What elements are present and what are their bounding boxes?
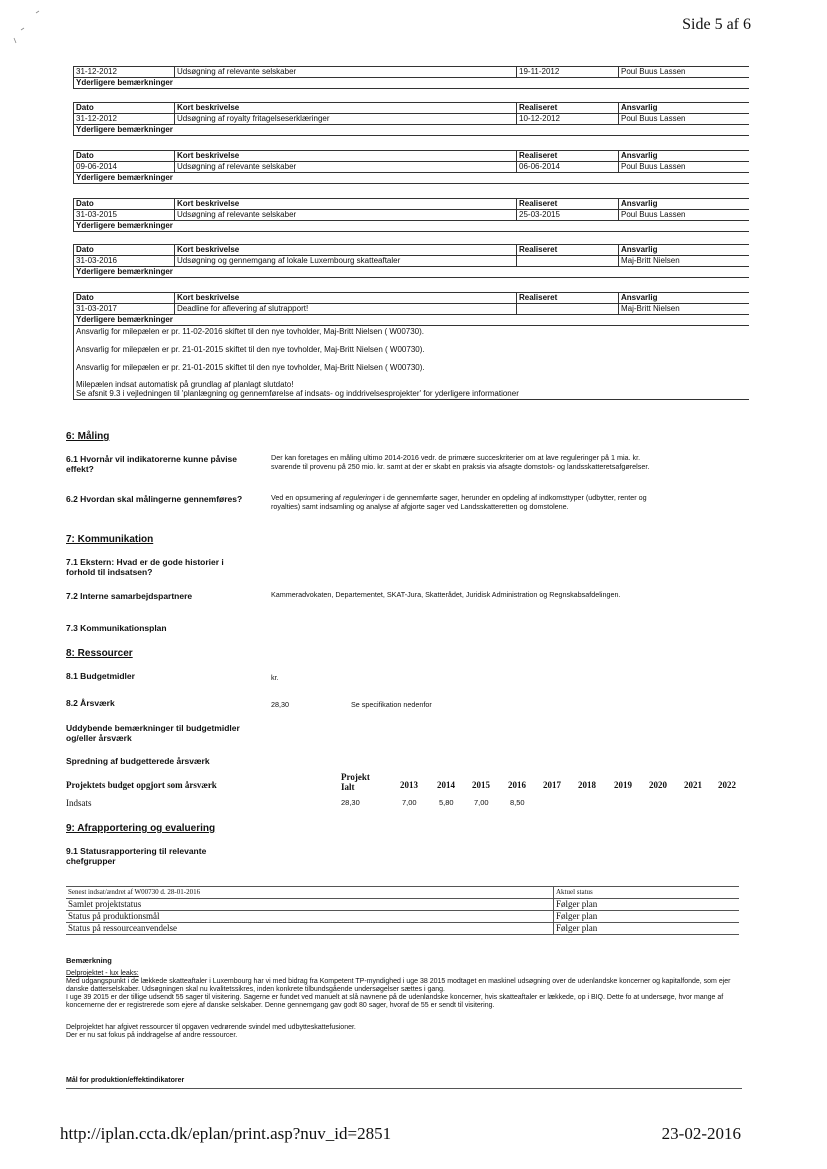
milestone-date: 31-12-2012 bbox=[73, 114, 174, 124]
budget-year: 2022 bbox=[718, 780, 736, 790]
milestone-realized: 19-11-2012 bbox=[516, 67, 618, 77]
section-7-title: 7: Kommunikation bbox=[66, 534, 154, 545]
remark-paragraph-2: I uge 39 2015 er der tillige udsendt 55 sager til visitering. Sagerne er fundet ved manuelt at slå navnene på de udenlandske koncerner, hvis skatteaftaler er lækkede, op i BIQ. Dette fo at undersøge, hvor mange af koncernerne der er registrerede som ejere af danske selskaber. Denne gennemgang gav godt 80 sager, hvoraf de 55 er sendt til visitering. bbox=[66, 994, 724, 1009]
milestone-responsible: Poul Buus Lassen bbox=[618, 114, 749, 124]
section-6-title: 6: Måling bbox=[66, 431, 110, 442]
budget-year: 2017 bbox=[543, 780, 561, 790]
header-responsible: Ansvarlig bbox=[618, 293, 749, 303]
status-row bbox=[66, 923, 739, 935]
header-description: Kort beskrivelse bbox=[174, 245, 516, 255]
milestone-description: Udsøgning af relevante selskaber bbox=[174, 210, 516, 220]
milestone-realized: 10-12-2012 bbox=[516, 114, 618, 124]
milestone-description: Udsøgning af relevante selskaber bbox=[174, 67, 516, 77]
milestone-remarks-label: Yderligere bemærkninger bbox=[73, 78, 749, 89]
status-row bbox=[66, 899, 739, 911]
milestone-remarks-label: Yderligere bemærkninger bbox=[73, 173, 749, 184]
section-8-title: 8: Ressourcer bbox=[66, 648, 133, 659]
header-description: Kort beskrivelse bbox=[174, 199, 516, 209]
budget-year: 2019 bbox=[614, 780, 632, 790]
budget-row-total: 28,30 bbox=[341, 798, 360, 807]
status-row-label: Status på produktionsmål bbox=[66, 911, 554, 922]
header-responsible: Ansvarlig bbox=[618, 151, 749, 161]
milestone-block-3 bbox=[73, 150, 749, 184]
milestone-note: Ansvarlig for milepælen er pr. 21-01-2015 skiftet til den nye tovholder, Maj-Britt Nielsen ( W00730). bbox=[73, 362, 749, 373]
header-realized: Realiseret bbox=[516, 199, 618, 209]
milestone-date: 31-03-2016 bbox=[73, 256, 174, 266]
header-description: Kort beskrivelse bbox=[174, 103, 516, 113]
status-current-label: Aktuel status bbox=[556, 888, 593, 896]
budget-value: 8,50 bbox=[510, 798, 525, 807]
footer-url: http://iplan.ccta.dk/eplan/print.asp?nuv_id=2851 bbox=[60, 1124, 392, 1143]
milestone-description: Udsøgning af royalty fritagelseserklæringer bbox=[174, 114, 516, 124]
milestone-responsible: Maj-Britt Nielsen bbox=[618, 256, 749, 266]
answer-8-1: kr. bbox=[271, 673, 279, 682]
status-table bbox=[66, 886, 739, 935]
milestone-block-5 bbox=[73, 244, 749, 278]
header-date: Dato bbox=[73, 245, 174, 255]
milestone-block-2 bbox=[73, 102, 749, 136]
milestone-note: Se afsnit 9.3 i vejledningen til 'planlægning og gennemførelse af indsats- og inddrivelsesprojekter' for yderligere informationer bbox=[73, 389, 749, 400]
question-8-1: 8.1 Budgetmidler bbox=[66, 671, 135, 681]
budget-year: 2021 bbox=[684, 780, 702, 790]
status-row-value: Følger plan bbox=[556, 911, 598, 921]
budget-year: 2020 bbox=[649, 780, 667, 790]
budget-row-label: Indsats bbox=[66, 798, 92, 808]
budget-value: 5,80 bbox=[439, 798, 454, 807]
milestone-row bbox=[73, 66, 749, 78]
header-realized: Realiseret bbox=[516, 103, 618, 113]
budget-year: 2018 bbox=[578, 780, 596, 790]
budget-year: 2015 bbox=[472, 780, 490, 790]
header-description: Kort beskrivelse bbox=[174, 151, 516, 161]
milestone-realized bbox=[516, 256, 618, 266]
header-realized: Realiseret bbox=[516, 151, 618, 161]
status-row-value: Følger plan bbox=[556, 899, 598, 909]
question-9-1: 9.1 Statusrapportering til relevante chefgrupper bbox=[66, 846, 207, 866]
status-changed: Senest indsat/ændret af W00730 d. 28-01-2016 bbox=[66, 887, 554, 898]
milestone-row bbox=[73, 210, 749, 221]
status-row-label: Status på ressourceanvendelse bbox=[66, 923, 554, 934]
budget-label: Projektets budget opgjort som årsværk bbox=[66, 780, 217, 790]
header-responsible: Ansvarlig bbox=[618, 245, 749, 255]
milestone-row bbox=[73, 256, 749, 267]
milestone-description: Udsøgning og gennemgang af lokale Luxembourg skatteaftaler bbox=[174, 256, 516, 266]
remark-subtitle: Delprojektet - lux leaks: bbox=[66, 970, 139, 977]
remark-title: Bemærkning bbox=[66, 956, 112, 965]
milestone-remarks-label: Yderligere bemærkninger bbox=[73, 221, 749, 232]
budget-year: 2016 bbox=[508, 780, 526, 790]
header-realized: Realiseret bbox=[516, 293, 618, 303]
remark-paragraph-1: Med udgangspunkt i de lækkede skatteaftaler i Luxembourg har vi med bidrag fra Kompetent TP-myndighed i uge 38 2015 modtaget en maskinel udsøgning over de udenlandske koncerner og kapitalfonde, som ejer danske datterselskaber. Udsøgningen skal nu kvalitetssikres, inden konkrete tilbundsgående undersøgelser sættes i gang. bbox=[66, 978, 731, 993]
answer-6-2: Ved en opsumering af reguleringer i de gennemførte sager, herunder en opdeling af indkomsttyper (udbytter, renter og royalties) samt indsamling og analyse af afgjorte sager ved Landsskatteretten og domstolene. bbox=[271, 493, 647, 511]
milestone-row bbox=[73, 304, 749, 315]
milestone-note: Ansvarlig for milepælen er pr. 11-02-2016 skiftet til den nye tovholder, Maj-Britt Nielsen ( W00730). bbox=[73, 326, 749, 337]
budget-total-label: Projekt Ialt bbox=[341, 772, 370, 792]
milestone-note: Ansvarlig for milepælen er pr. 21-01-2015 skiftet til den nye tovholder, Maj-Britt Nielsen ( W00730). bbox=[73, 344, 749, 355]
answer-8-2-note: Se specifikation nedenfor bbox=[351, 700, 432, 709]
status-row-label: Samlet projektstatus bbox=[66, 899, 554, 910]
scan-marks bbox=[6, 8, 46, 48]
milestone-description: Deadline for aflevering af slutrapport! bbox=[174, 304, 516, 314]
milestone-realized: 25-03-2015 bbox=[516, 210, 618, 220]
question-8-3: Uddybende bemærkninger til budgetmidler og/eller årsværk bbox=[66, 723, 240, 743]
divider bbox=[66, 1088, 742, 1089]
header-realized: Realiseret bbox=[516, 245, 618, 255]
milestone-responsible: Maj-Britt Nielsen bbox=[618, 304, 749, 314]
header-description: Kort beskrivelse bbox=[174, 293, 516, 303]
milestone-block-1 bbox=[73, 66, 749, 89]
milestone-remarks-label: Yderligere bemærkninger bbox=[73, 315, 749, 326]
milestone-responsible: Poul Buus Lassen bbox=[618, 210, 749, 220]
section-9-title: 9: Afrapportering og evaluering bbox=[66, 823, 216, 834]
milestone-remarks-label: Yderligere bemærkninger bbox=[73, 125, 749, 136]
milestone-note: Milepælen indsat automatisk på grundlag af planlagt slutdato! bbox=[73, 380, 749, 389]
budget-year: 2013 bbox=[400, 780, 418, 790]
milestone-row bbox=[73, 114, 749, 125]
milestone-responsible: Poul Buus Lassen bbox=[618, 162, 749, 172]
header-date: Dato bbox=[73, 199, 174, 209]
question-6-2: 6.2 Hvordan skal målingerne gennemføres? bbox=[66, 494, 243, 504]
remark-paragraph-4: Der er nu sat fokus på inddragelse af andre ressourcer. bbox=[66, 1032, 238, 1039]
milestone-realized bbox=[516, 304, 618, 314]
milestone-date: 09-06-2014 bbox=[73, 162, 174, 172]
remark-paragraph-3: Delprojektet har afgivet ressourcer til opgaven vedrørende svindel med udbytteskattefusioner. bbox=[66, 1024, 356, 1031]
question-6-1: 6.1 Hvornår vil indikatorerne kunne påvise effekt? bbox=[66, 454, 238, 474]
milestone-date: 31-03-2015 bbox=[73, 210, 174, 220]
header-responsible: Ansvarlig bbox=[618, 103, 749, 113]
question-7-2: 7.2 Interne samarbejdspartnere bbox=[66, 591, 193, 601]
answer-6-1: Der kan foretages en måling ultimo 2014-2016 vedr. de primære succeskriterier om at lave reguleringer på 1 mia. kr. svarende til provenu på 250 mio. kr. samt at der er skabt en praksis via afsagte domstols- og landsskatteretsafgørelser. bbox=[271, 453, 650, 471]
milestone-block-6 bbox=[73, 292, 749, 400]
header-responsible: Ansvarlig bbox=[618, 199, 749, 209]
answer-7-2: Kammeradvokaten, Departementet, SKAT-Jura, Skatterådet, Juridisk Administration og Regnskabsafdelingen. bbox=[271, 590, 621, 599]
question-7-1: 7.1 Ekstern: Hvad er de gode historier i forhold til indsatsen? bbox=[66, 557, 224, 577]
question-7-3: 7.3 Kommunikationsplan bbox=[66, 623, 167, 633]
header-date: Dato bbox=[73, 151, 174, 161]
status-row-value: Følger plan bbox=[556, 923, 598, 933]
milestone-row bbox=[73, 162, 749, 173]
status-row bbox=[66, 911, 739, 923]
milestone-realized: 06-06-2014 bbox=[516, 162, 618, 172]
page-number: Side 5 af 6 bbox=[682, 16, 751, 33]
footer-date: 23-02-2016 bbox=[661, 1124, 741, 1143]
question-8-4: Spredning af budgetterede årsværk bbox=[66, 756, 210, 766]
budget-value: 7,00 bbox=[474, 798, 489, 807]
milestone-remarks-label: Yderligere bemærkninger bbox=[73, 267, 749, 278]
question-8-2: 8.2 Årsværk bbox=[66, 698, 115, 708]
milestone-date: 31-03-2017 bbox=[73, 304, 174, 314]
answer-8-2: 28,30 bbox=[271, 700, 289, 709]
milestone-description: Udsøgning af relevante selskaber bbox=[174, 162, 516, 172]
milestone-responsible: Poul Buus Lassen bbox=[618, 67, 749, 77]
production-goals-label: Mål for produktion/effektindikatorer bbox=[66, 1077, 185, 1084]
milestone-date: 31-12-2012 bbox=[73, 67, 174, 77]
header-date: Dato bbox=[73, 293, 174, 303]
milestone-block-4 bbox=[73, 198, 749, 232]
header-date: Dato bbox=[73, 103, 174, 113]
budget-year: 2014 bbox=[437, 780, 455, 790]
budget-value: 7,00 bbox=[402, 798, 417, 807]
